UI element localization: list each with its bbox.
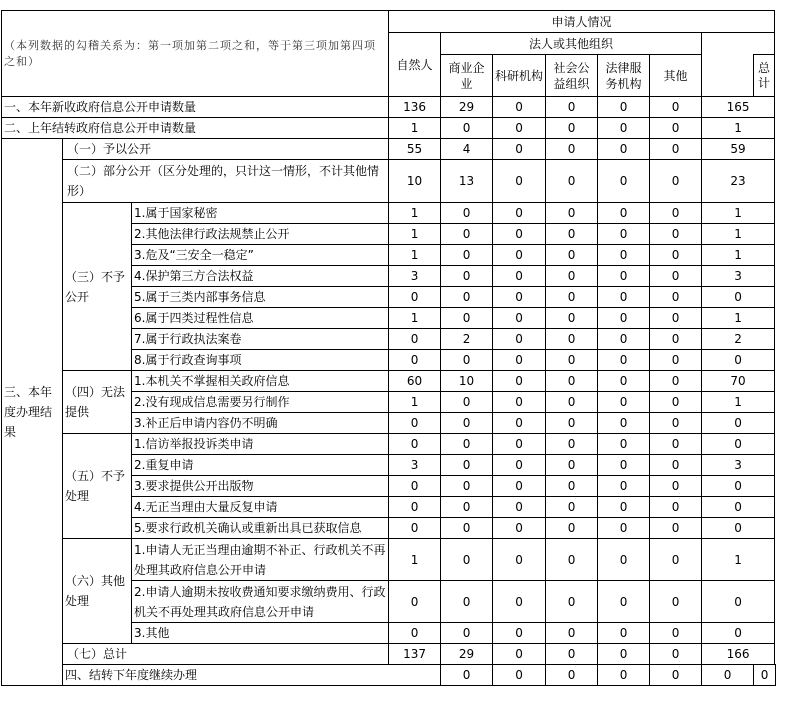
cell: 0	[389, 413, 441, 434]
cell: 0	[598, 644, 650, 665]
cell: 1	[389, 118, 441, 139]
section-3-label: 三、本年度办理结果	[2, 139, 63, 686]
cell: 0	[493, 329, 546, 350]
cell: 0	[546, 497, 598, 518]
cell: 0	[650, 434, 702, 455]
cell: 29	[441, 644, 493, 665]
item-label: 1.属于国家秘密	[132, 203, 389, 224]
cell: 0	[546, 434, 598, 455]
group-label: （六）其他处理	[63, 539, 132, 644]
cell: 0	[702, 497, 775, 518]
cell: 0	[598, 203, 650, 224]
cell: 2	[441, 329, 493, 350]
cell: 0	[598, 392, 650, 413]
cell: 0	[546, 539, 598, 581]
cell: 0	[493, 160, 546, 203]
cell: 10	[389, 160, 441, 203]
cell: 0	[702, 287, 775, 308]
cell: 0	[702, 518, 775, 539]
cell: 0	[441, 392, 493, 413]
cell: 0	[598, 266, 650, 287]
cell: 0	[441, 497, 493, 518]
item-label: 8.属于行政查询事项	[132, 350, 389, 371]
cell: 0	[441, 434, 493, 455]
cell: 0	[650, 308, 702, 329]
cell: 0	[441, 350, 493, 371]
cell: 0	[650, 665, 702, 686]
item-label: 3.要求提供公开出版物	[132, 476, 389, 497]
cell: 136	[389, 97, 441, 118]
cell: 0	[546, 455, 598, 476]
cell: 0	[546, 97, 598, 118]
cell: 1	[389, 539, 441, 581]
cell: 0	[441, 308, 493, 329]
cell: 70	[702, 371, 775, 392]
item-label: 2.其他法律行政法规禁止公开	[132, 224, 389, 245]
cell: 0	[441, 413, 493, 434]
cell: 0	[441, 118, 493, 139]
cell: 0	[650, 287, 702, 308]
cell: 0	[546, 518, 598, 539]
cell: 0	[493, 644, 546, 665]
cell: 0	[389, 434, 441, 455]
cell: 0	[546, 623, 598, 644]
cell: 0	[546, 581, 598, 623]
cell: 0	[441, 581, 493, 623]
cell: 0	[702, 434, 775, 455]
row-label: 四、结转下年度继续办理	[63, 665, 441, 686]
cell: 0	[441, 245, 493, 266]
cell: 0	[493, 245, 546, 266]
cell: 0	[493, 350, 546, 371]
cell: 0	[598, 455, 650, 476]
cell: 0	[546, 329, 598, 350]
cell: 0	[598, 518, 650, 539]
cell: 0	[702, 476, 775, 497]
cell: 0	[493, 497, 546, 518]
cell: 0	[650, 476, 702, 497]
cell: 0	[598, 139, 650, 160]
cell: 0	[598, 665, 650, 686]
cell: 0	[650, 455, 702, 476]
cell: 0	[441, 476, 493, 497]
cell: 0	[598, 497, 650, 518]
cell: 29	[441, 97, 493, 118]
cell: 0	[598, 434, 650, 455]
cell: 0	[441, 623, 493, 644]
cell: 0	[546, 287, 598, 308]
cell: 0	[493, 392, 546, 413]
statistics-table	[1, 10, 776, 686]
cell: 2	[702, 329, 775, 350]
cell: 0	[441, 665, 493, 686]
cell: 0	[650, 224, 702, 245]
cell: 0	[650, 644, 702, 665]
cell: 0	[493, 371, 546, 392]
cell: 0	[546, 350, 598, 371]
cell: 0	[650, 518, 702, 539]
cell: 0	[546, 245, 598, 266]
header-natural-person: 自然人	[389, 33, 441, 97]
cell: 0	[441, 203, 493, 224]
item-label: 1.申请人无正当理由逾期不补正、行政机关不再处理其政府信息公开申请	[132, 539, 389, 581]
header-org-type: 科研机构	[493, 55, 546, 97]
cell: 13	[441, 160, 493, 203]
cell: 4	[441, 139, 493, 160]
cell: 0	[650, 371, 702, 392]
cell: 0	[441, 539, 493, 581]
cell: 0	[389, 287, 441, 308]
cell: 0	[650, 203, 702, 224]
cell: 1	[702, 245, 775, 266]
cell: 0	[546, 139, 598, 160]
group-label: （三）不予公开	[63, 203, 132, 371]
cell: 0	[389, 518, 441, 539]
cell: 0	[702, 350, 775, 371]
cell: 1	[389, 392, 441, 413]
cell: 0	[493, 476, 546, 497]
cell: 55	[389, 139, 441, 160]
cell: 1	[702, 308, 775, 329]
cell: 0	[546, 203, 598, 224]
cell: 0	[650, 539, 702, 581]
cell: 0	[493, 118, 546, 139]
cell: 0	[650, 160, 702, 203]
cell: 0	[702, 665, 754, 686]
cell: 0	[598, 97, 650, 118]
cell: 0	[493, 266, 546, 287]
table-note: （本列数据的勾稽关系为：第一项加第二项之和，等于第三项加第四项之和）	[2, 11, 389, 97]
cell: 1	[702, 203, 775, 224]
cell: 0	[493, 581, 546, 623]
cell: 0	[598, 371, 650, 392]
cell: 1	[702, 539, 775, 581]
cell: 0	[546, 266, 598, 287]
cell: 1	[389, 308, 441, 329]
cell: 0	[650, 413, 702, 434]
cell: 0	[493, 203, 546, 224]
cell: 0	[598, 245, 650, 266]
cell: 0	[702, 413, 775, 434]
cell: 0	[441, 287, 493, 308]
item-label: 5.属于三类内部事务信息	[132, 287, 389, 308]
cell: 1	[389, 203, 441, 224]
cell: 23	[702, 160, 775, 203]
header-applicant-status: 申请人情况	[389, 11, 775, 33]
cell: 0	[441, 455, 493, 476]
cell: 10	[441, 371, 493, 392]
cell: 0	[493, 97, 546, 118]
cell: 3	[389, 455, 441, 476]
cell: 0	[441, 224, 493, 245]
cell: 0	[546, 118, 598, 139]
item-label: 5.要求行政机关确认或重新出具已获取信息	[132, 518, 389, 539]
item-label: 3.补正后申请内容仍不明确	[132, 413, 389, 434]
cell: 0	[650, 97, 702, 118]
item-label: 4.无正当理由大量反复申请	[132, 497, 389, 518]
cell: 60	[389, 371, 441, 392]
cell: 0	[546, 371, 598, 392]
cell: 0	[389, 581, 441, 623]
cell: 0	[389, 329, 441, 350]
cell: 0	[389, 350, 441, 371]
cell: 0	[598, 623, 650, 644]
cell: 1	[389, 245, 441, 266]
cell: 0	[598, 413, 650, 434]
cell: 166	[702, 644, 775, 665]
cell: 0	[441, 518, 493, 539]
cell: 0	[493, 287, 546, 308]
cell: 0	[546, 665, 598, 686]
cell: 0	[389, 497, 441, 518]
cell: 0	[650, 497, 702, 518]
cell: 0	[493, 455, 546, 476]
cell: 0	[493, 224, 546, 245]
cell: 0	[389, 476, 441, 497]
header-org-type: 法律服务机构	[598, 55, 650, 97]
cell: 0	[650, 392, 702, 413]
cell: 0	[650, 118, 702, 139]
cell: 0	[546, 160, 598, 203]
cell: 0	[493, 539, 546, 581]
cell: 0	[546, 308, 598, 329]
cell: 1	[702, 224, 775, 245]
cell: 0	[546, 644, 598, 665]
cell: 1	[389, 224, 441, 245]
item-label: 3.危及“三安全一稳定”	[132, 245, 389, 266]
item-label: 2.没有现成信息需要另行制作	[132, 392, 389, 413]
cell: 0	[754, 665, 776, 686]
cell: 0	[546, 476, 598, 497]
row-label: （一）予以公开	[63, 139, 389, 160]
header-org-type: 其他	[650, 55, 702, 97]
cell: 59	[702, 139, 775, 160]
cell: 0	[598, 224, 650, 245]
cell: 0	[493, 139, 546, 160]
cell: 0	[598, 160, 650, 203]
item-label: 2.申请人逾期未按收费通知要求缴纳费用、行政机关不再处理其政府信息公开申请	[132, 581, 389, 623]
cell: 0	[598, 476, 650, 497]
header-total: 总计	[754, 55, 775, 97]
cell: 0	[650, 329, 702, 350]
item-label: 3.其他	[132, 623, 389, 644]
cell: 0	[389, 623, 441, 644]
cell: 0	[493, 308, 546, 329]
cell: 0	[493, 413, 546, 434]
header-org-type: 商业企业	[441, 55, 493, 97]
cell: 0	[546, 413, 598, 434]
group-label: （四）无法提供	[63, 371, 132, 434]
cell: 0	[598, 118, 650, 139]
cell: 0	[546, 224, 598, 245]
cell: 3	[702, 266, 775, 287]
cell: 0	[441, 266, 493, 287]
row-label: 一、本年新收政府信息公开申请数量	[2, 97, 389, 118]
cell: 0	[650, 350, 702, 371]
cell: 1	[702, 392, 775, 413]
cell: 0	[650, 139, 702, 160]
item-label: 1.本机关不掌握相关政府信息	[132, 371, 389, 392]
cell: 0	[493, 623, 546, 644]
cell: 0	[650, 581, 702, 623]
cell: 137	[389, 644, 441, 665]
item-label: 2.重复申请	[132, 455, 389, 476]
cell: 0	[598, 350, 650, 371]
item-label: 1.信访举报投诉类申请	[132, 434, 389, 455]
cell: 0	[598, 287, 650, 308]
header-org-type: 社会公益组织	[546, 55, 598, 97]
item-label: 4.保护第三方合法权益	[132, 266, 389, 287]
row-label: 二、上年结转政府信息公开申请数量	[2, 118, 389, 139]
cell: 0	[598, 329, 650, 350]
cell: 0	[493, 518, 546, 539]
cell: 0	[650, 245, 702, 266]
cell: 0	[493, 434, 546, 455]
cell: 0	[650, 623, 702, 644]
cell: 0	[598, 308, 650, 329]
row-label: （二）部分公开（区分处理的，只计这一情形，不计其他情形）	[63, 160, 389, 203]
cell: 0	[702, 581, 775, 623]
cell: 3	[702, 455, 775, 476]
cell: 0	[598, 581, 650, 623]
cell: 0	[702, 623, 775, 644]
cell: 165	[702, 97, 775, 118]
item-label: 6.属于四类过程性信息	[132, 308, 389, 329]
cell: 0	[598, 539, 650, 581]
cell: 0	[650, 266, 702, 287]
cell: 3	[389, 266, 441, 287]
group-label: （五）不予处理	[63, 434, 132, 539]
cell: 0	[546, 392, 598, 413]
row-label: （七）总计	[63, 644, 389, 665]
cell: 0	[493, 665, 546, 686]
cell: 1	[702, 118, 775, 139]
item-label: 7.属于行政执法案卷	[132, 329, 389, 350]
header-legal-org: 法人或其他组织	[441, 33, 702, 55]
